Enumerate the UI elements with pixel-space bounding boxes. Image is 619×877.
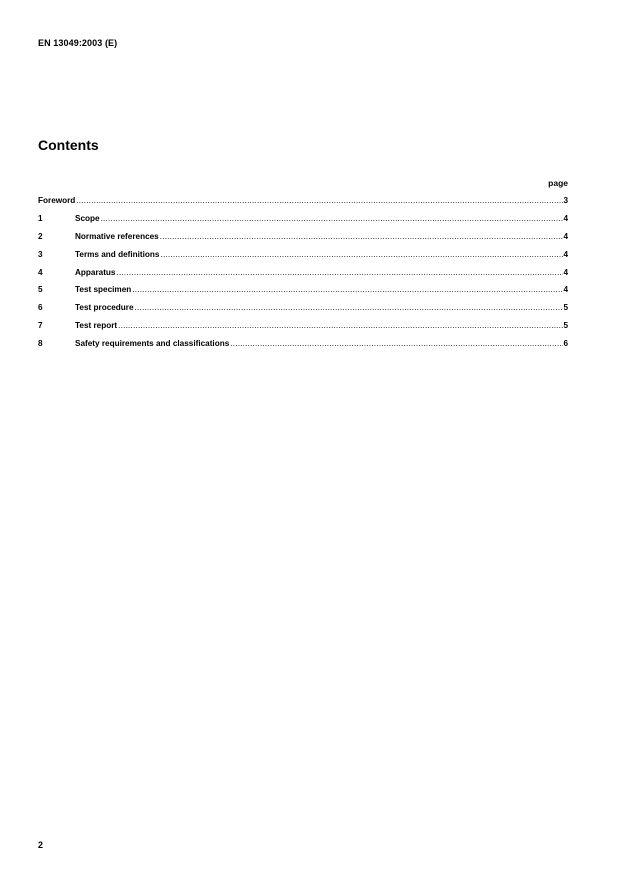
toc-entry-number: 3 — [38, 249, 43, 259]
toc-entry-page: 3 — [563, 196, 568, 205]
dot-leader — [159, 232, 564, 241]
toc-entry-title: Scope — [75, 213, 100, 223]
toc-entry-number: 7 — [38, 321, 43, 331]
toc-entry-title: Test report — [75, 321, 118, 331]
toc-entry-title: Test specimen — [75, 285, 132, 295]
toc-entry-number: 5 — [38, 285, 43, 295]
toc-entry-page: 5 — [563, 321, 568, 331]
toc-entry-page: 5 — [563, 303, 568, 313]
toc-entry-test-report[interactable] — [38, 321, 568, 339]
toc-entry-page: 4 — [563, 249, 568, 259]
contents-heading: Contents — [38, 137, 99, 153]
toc-entry-number: 6 — [38, 303, 43, 313]
toc-entry-title: Apparatus — [75, 267, 116, 277]
toc-entry-page: 4 — [563, 267, 568, 277]
toc-entry-page: 6 — [563, 339, 568, 349]
toc-entry-normative-references[interactable] — [38, 232, 568, 250]
toc-entry-test-specimen[interactable] — [38, 285, 568, 303]
toc-entry-page: 4 — [563, 285, 568, 295]
document-header: EN 13049:2003 (E) — [38, 38, 118, 48]
page-number: 2 — [38, 840, 44, 850]
toc-entry-scope[interactable] — [38, 214, 568, 232]
dot-leader — [134, 303, 564, 312]
dot-leader — [75, 196, 563, 205]
toc-entry-number: 2 — [38, 231, 43, 241]
dot-leader — [117, 321, 563, 330]
toc-entry-safety-requirements[interactable] — [38, 339, 568, 357]
toc-entry-title: Foreword — [38, 196, 76, 205]
toc-entry-terms-and-definitions[interactable] — [38, 250, 568, 268]
dot-leader — [100, 214, 564, 223]
toc-entry-page: 4 — [563, 231, 568, 241]
toc-entry-test-procedure[interactable] — [38, 303, 568, 321]
toc-entry-apparatus[interactable] — [38, 268, 568, 286]
toc-entry-title: Test procedure — [75, 303, 134, 313]
toc-entry-foreword[interactable] — [38, 196, 568, 214]
dot-leader — [131, 285, 563, 294]
toc-entry-page: 4 — [563, 213, 568, 223]
dot-leader — [116, 268, 564, 277]
toc-entry-number: 1 — [38, 213, 43, 223]
dot-leader — [229, 339, 563, 348]
toc-entry-title: Terms and definitions — [75, 249, 160, 259]
toc-entry-title: Safety requirements and classifications — [75, 339, 230, 349]
toc-entry-title: Normative references — [75, 231, 159, 241]
toc-entry-number: 4 — [38, 267, 43, 277]
toc-entry-number: 8 — [38, 339, 43, 349]
table-of-contents — [38, 196, 568, 357]
dot-leader — [159, 250, 563, 259]
page-column-label: page — [548, 178, 568, 188]
